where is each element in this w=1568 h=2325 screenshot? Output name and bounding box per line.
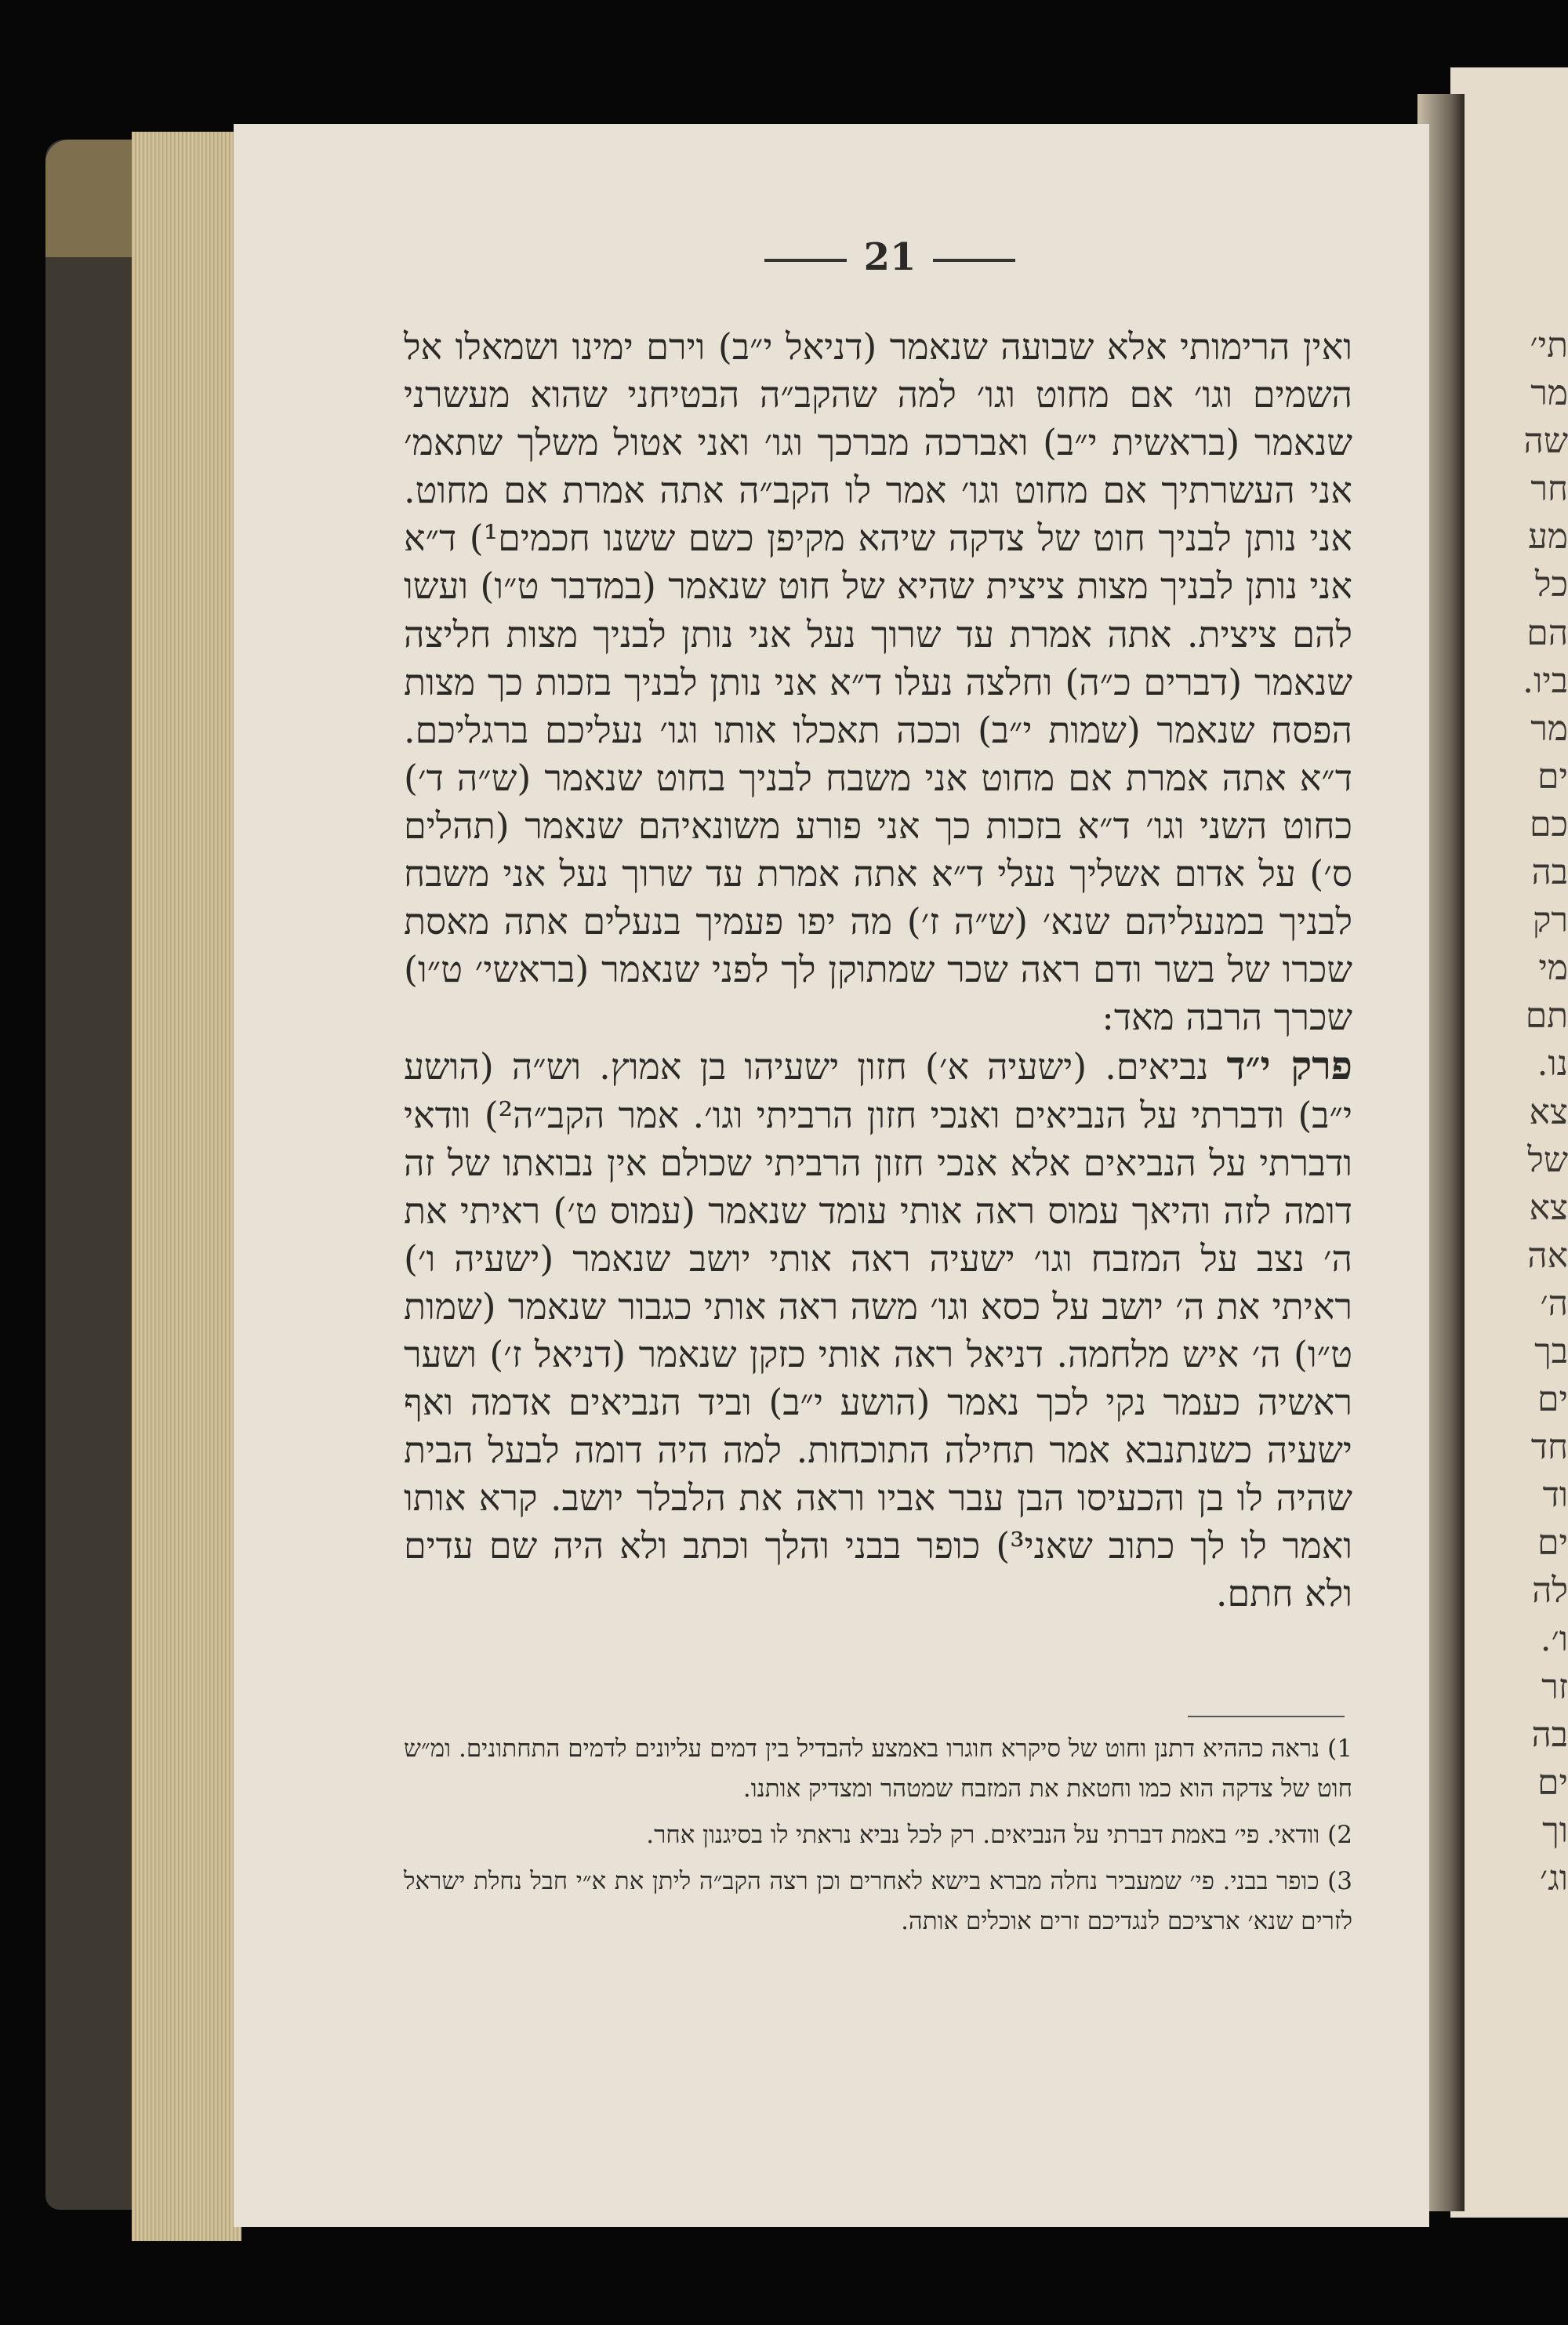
facing-page-line: ביו. [1523, 660, 1568, 701]
page-number [741, 235, 1039, 279]
page-number-rule [764, 259, 847, 262]
footnote: 1) נראה כההיא דתנן וחוט של סיקרא חוגרו באמצע להבדיל בין דמים עליונים לדמים התחתונים. ומ״ש חוט של צדקה הוא כמו וחטאת את המזבח שמטהר ומצדיק אותנו. [404, 1735, 1352, 1803]
facing-page-line: ים [1537, 756, 1568, 797]
facing-page-line: מר [1530, 373, 1568, 414]
page-number-rule [933, 259, 1015, 262]
footnote: 2) וודאי. פי׳ באמת דברתי על הנביאים. רק לכל נביא נראתי לו בסיגנון אחר. [646, 1821, 1352, 1849]
facing-page-line: בך [1534, 1331, 1568, 1371]
facing-page-line: חד [1530, 1427, 1568, 1468]
facing-page-line: וג׳ [1540, 1858, 1568, 1898]
facing-page-line: בה [1531, 852, 1568, 893]
facing-page-line: לה [1532, 1571, 1568, 1611]
facing-page-line: נו. [1537, 1044, 1568, 1084]
facing-page-line: מי [1538, 948, 1568, 989]
facing-page-line: שה [1523, 421, 1568, 462]
facing-page-line: בה [1531, 1714, 1568, 1755]
facing-page-line: חר [1530, 469, 1568, 510]
chapter-paragraph [404, 1041, 1352, 1618]
facing-page-line: ו׳. [1540, 1618, 1568, 1659]
facing-page-line: צא [1529, 1092, 1568, 1132]
page-number-label: 21 [863, 235, 916, 279]
main-text [404, 323, 1352, 1618]
facing-page-line: ים [1537, 1762, 1568, 1803]
facing-page-line: של [1527, 1139, 1568, 1180]
facing-page-line: זר [1541, 1666, 1568, 1707]
footnote: 3) כופר בבני. פי׳ שמעביר נחלה מברא בישא לאחרים וכן רצה הקב״ה ליתן את א״י חבל נחלת ישראל לזרים שנא׳ ארציכם לנגדיכם זרים אוכלים אותה. [404, 1867, 1352, 1935]
facing-page-line: מר [1530, 708, 1568, 749]
footnotes [404, 1729, 1352, 1948]
page-edges [132, 132, 241, 2241]
facing-page-line: צא [1529, 1187, 1568, 1228]
chapter-text: נביאים. (ישעיה א׳) חזון ישעיהו בן אמוץ. וש״ה (הושע י״ב) ודברתי על הנביאים ואנכי חזון הרביתי וגו׳. אמר הקב״ה²) וודאי ודברתי על הנביאים אלא אנכי חזון הרביתי שכולם אין נבואתו של זה דומה לזה והיאך עמוס ראה אותי עומד שנאמר (עמוס ט׳) ראיתי את ה׳ נצב על המזבח וגו׳ ישעיה ראה אותי יושב שנאמר (ישעיה ו׳) ראיתי את ה׳ יושב על כסא וגו׳ משה ראה אותי כגבור שנאמר (שמות ט״ו) ה׳ איש מלחמה. דניאל ראה אותי כזקן שנאמר (דניאל ז׳) ושער ראשיה כעמר נקי לכך נאמר (הושע י״ב) וביד הנביאים אדמה ואף ישעיה כשנתנבא אמר תחילה התוכחות. למה היה דומה לבעל הבית שהיה לו בן והכעיסו הבן עבר אביו וראה את הלבלר יושב. קרא אותו ואמר לו לך כתוב שאני³) כופר בבני והלך וכתב ולא היה שם עדים ולא חתם. [404, 1045, 1353, 1615]
facing-page-line: תי׳ [1530, 325, 1568, 365]
facing-page-line: כם [1530, 804, 1568, 845]
footnote-separator [1188, 1716, 1345, 1717]
facing-page-line: אה [1527, 1235, 1568, 1276]
facing-page-line: כל [1534, 565, 1568, 605]
facing-page-line: רק [1532, 900, 1568, 941]
facing-page-line: הם [1526, 612, 1568, 653]
facing-page-line: ים [1537, 1379, 1568, 1420]
facing-page-line: תם [1525, 996, 1568, 1037]
facing-page-line: מע [1528, 517, 1568, 558]
facing-page-line: וך [1542, 1810, 1568, 1851]
body-paragraph: ואין הרימותי אלא שבועה שנאמר (דניאל י״ב) וירם ימינו ושמאלו אל השמים וגו׳ אם מחוט וגו׳ למה שהקב״ה הבטיחני שהוא מעשרני שנאמר (בראשית י״ב) ואברכה מברכך וגו׳ ואני אטול משלך שתאמ׳ אני העשרתיך אם מחוט וגו׳ אמר לו הקב״ה אתה אמרת אם מחוט. אני נותן לבניך חוט של צדקה שיהא מקיפן כשם ששנו חכמים¹) ד״א אני נותן לבניך מצות ציצית שהיא של חוט שנאמר (במדבר ט״ו) ועשו להם ציצית. אתה אמרת עד שרוך נעל אני נותן לבניך מצות חליצה שנאמר (דברים כ״ה) וחלצה נעלו ד״א אני נותן לבניך בזכות כך מצות הפסח שנאמר (שמות י״ב) וככה תאכלו אותו וגו׳ נעליכם ברגליכם. ד״א אתה אמרת אם מחוט אני משבח לבניך בחוט שנאמר (ש״ה ד׳) כחוט השני וגו׳ ד״א בזכות כך אני פורע משונאיהם שנאמר (תהלים ס׳) על אדום אשליך נעלי ד״א אתה אמרת עד שרוך נעל אני משבח לבניך במנעליהם שנא׳ (ש״ה ז׳) מה יפו פעמיך בנעלים אתה מאסת שכרו של בשר ודם ראה שכר שמתוקן לך לפני שנאמר (בראשי׳ ט״ו) שכרך הרבה מאד: [404, 325, 1352, 1039]
chapter-heading: פרק י״ד [1226, 1042, 1352, 1089]
facing-page-line: ים [1537, 1523, 1568, 1564]
facing-page-line: ה׳ [1540, 1283, 1568, 1324]
facing-page-line: וד [1542, 1475, 1568, 1516]
facing-page-text [1468, 322, 1568, 1902]
